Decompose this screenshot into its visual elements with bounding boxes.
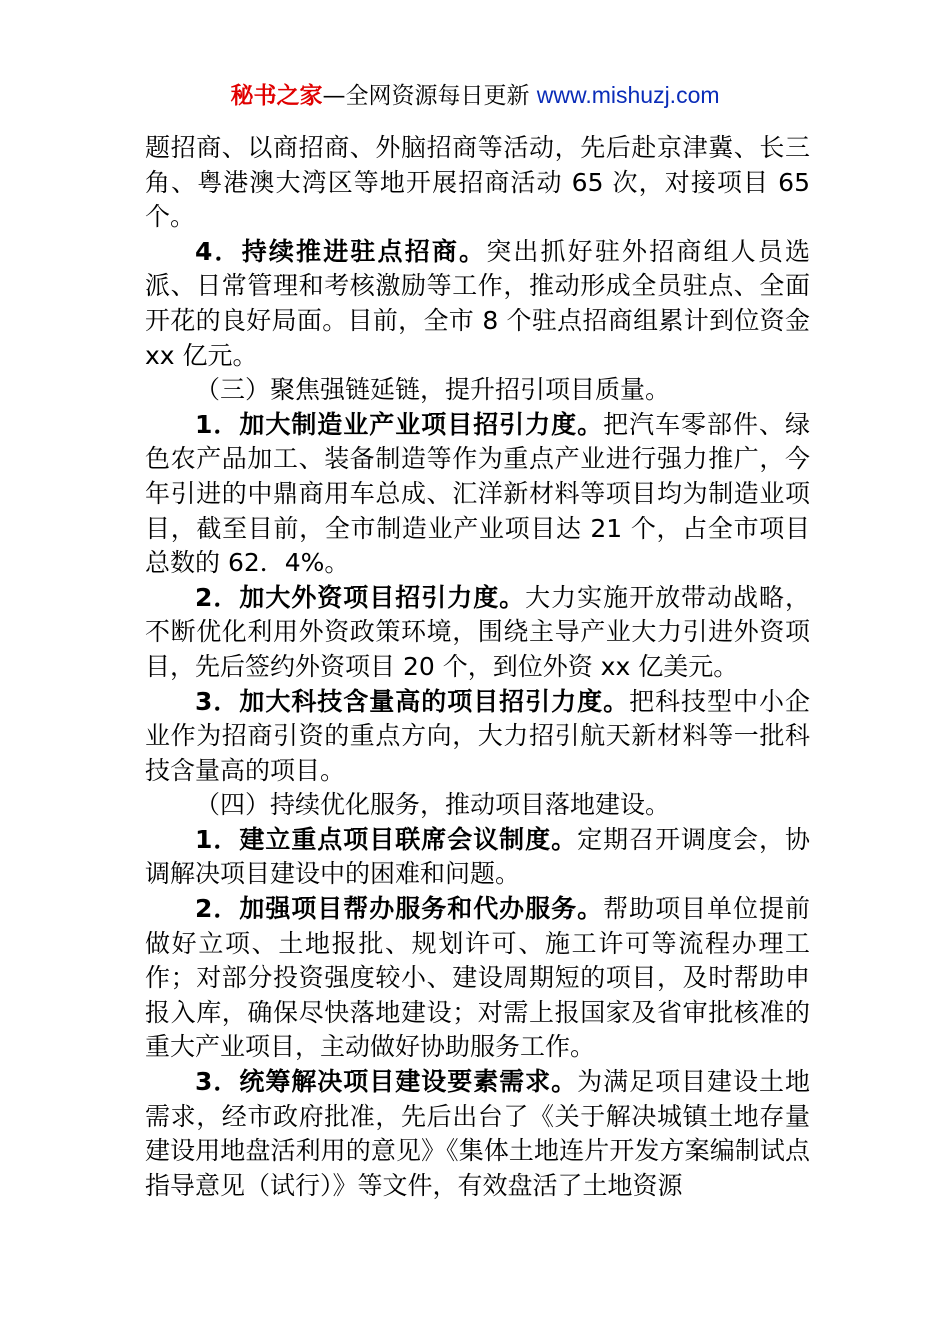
paragraph-text: 为满足项目建设土地需求，经市政府批准，先后出台了《关于解决城镇土地存量建设用地盘活利用的意见》《集体土地连片开发方案编制试点指导意见（试行）》等文件，有效盘活了土地资源 (145, 1067, 810, 1200)
paragraph-item (145, 892, 810, 1065)
site-header (0, 78, 950, 113)
paragraph-text: 把汽车零部件、绿色农产品加工、装备制造等作为重点产业进行强力推广，今年引进的中鼎商用车总成、汇洋新材料等项目均为制造业项目，截至目前，全市制造业产业项目达 21 个，占全市项目总数的 62．4%。 (145, 409, 810, 578)
paragraph-text: 把科技型中小企业作为招商引资的重点方向，大力招引航天新材料等一批科技含量高的项目。 (145, 686, 810, 785)
paragraph-text: 突出抓好驻外招商组人员选派、日常管理和考核激励等工作，推动形成全员驻点、全面开花的良好局面。目前，全市 8 个驻点招商组累计到位资金 xx 亿元。 (145, 236, 810, 370)
document-body (145, 131, 810, 1203)
section-heading-text: （四）持续优化服务，推动项目落地建设。 (195, 790, 671, 820)
brand-name: 秘书之家 (230, 83, 323, 109)
paragraph-lead: 1．建立重点项目联席会议制度。 (195, 824, 578, 854)
paragraph-lead: 3．加大科技含量高的项目招引力度。 (195, 686, 630, 716)
header-tagline: —全网资源每日更新 (322, 83, 537, 109)
section-heading (145, 788, 810, 823)
paragraph-item (145, 685, 810, 789)
paragraph-lead: 1．加大制造业产业项目招引力度。 (195, 409, 604, 439)
paragraph-lead: 3．统筹解决项目建设要素需求。 (195, 1067, 578, 1097)
paragraph-item (145, 581, 810, 685)
paragraph-item (145, 823, 810, 892)
paragraph-continuation (145, 131, 810, 235)
section-heading (145, 373, 810, 408)
paragraph-lead: 4．持续推进驻点招商。 (195, 236, 487, 266)
paragraph-text: 题招商、以商招商、外脑招商等活动，先后赴京津冀、长三角、粤港澳大湾区等地开展招商活动 65 次，对接项目 65 个。 (145, 133, 810, 232)
paragraph-item (145, 1065, 810, 1203)
paragraph-item (145, 408, 810, 581)
paragraph-text: 定期召开调度会，协调解决项目建设中的困难和问题。 (145, 824, 810, 889)
paragraph-lead: 2．加强项目帮办服务和代办服务。 (195, 894, 604, 924)
paragraph-text: 大力实施开放带动战略，不断优化利用外资政策环境，围绕主导产业大力引进外资项目，先后签约外资项目 20 个，到位外资 xx 亿美元。 (145, 582, 810, 681)
paragraph-text: 帮助项目单位提前做好立项、土地报批、规划许可、施工许可等流程办理工作；对部分投资强度较小、建设周期短的项目，及时帮助申报入库，确保尽快落地建设；对需上报国家及省审批核准的重大产业项目，主动做好协助服务工作。 (145, 894, 810, 1062)
site-url-link[interactable]: www.mishuzj.com (536, 82, 720, 108)
paragraph-lead: 2．加大外资项目招引力度。 (195, 582, 526, 612)
section-heading-text: （三）聚焦强链延链，提升招引项目质量。 (195, 375, 671, 405)
paragraph-item (145, 235, 810, 373)
